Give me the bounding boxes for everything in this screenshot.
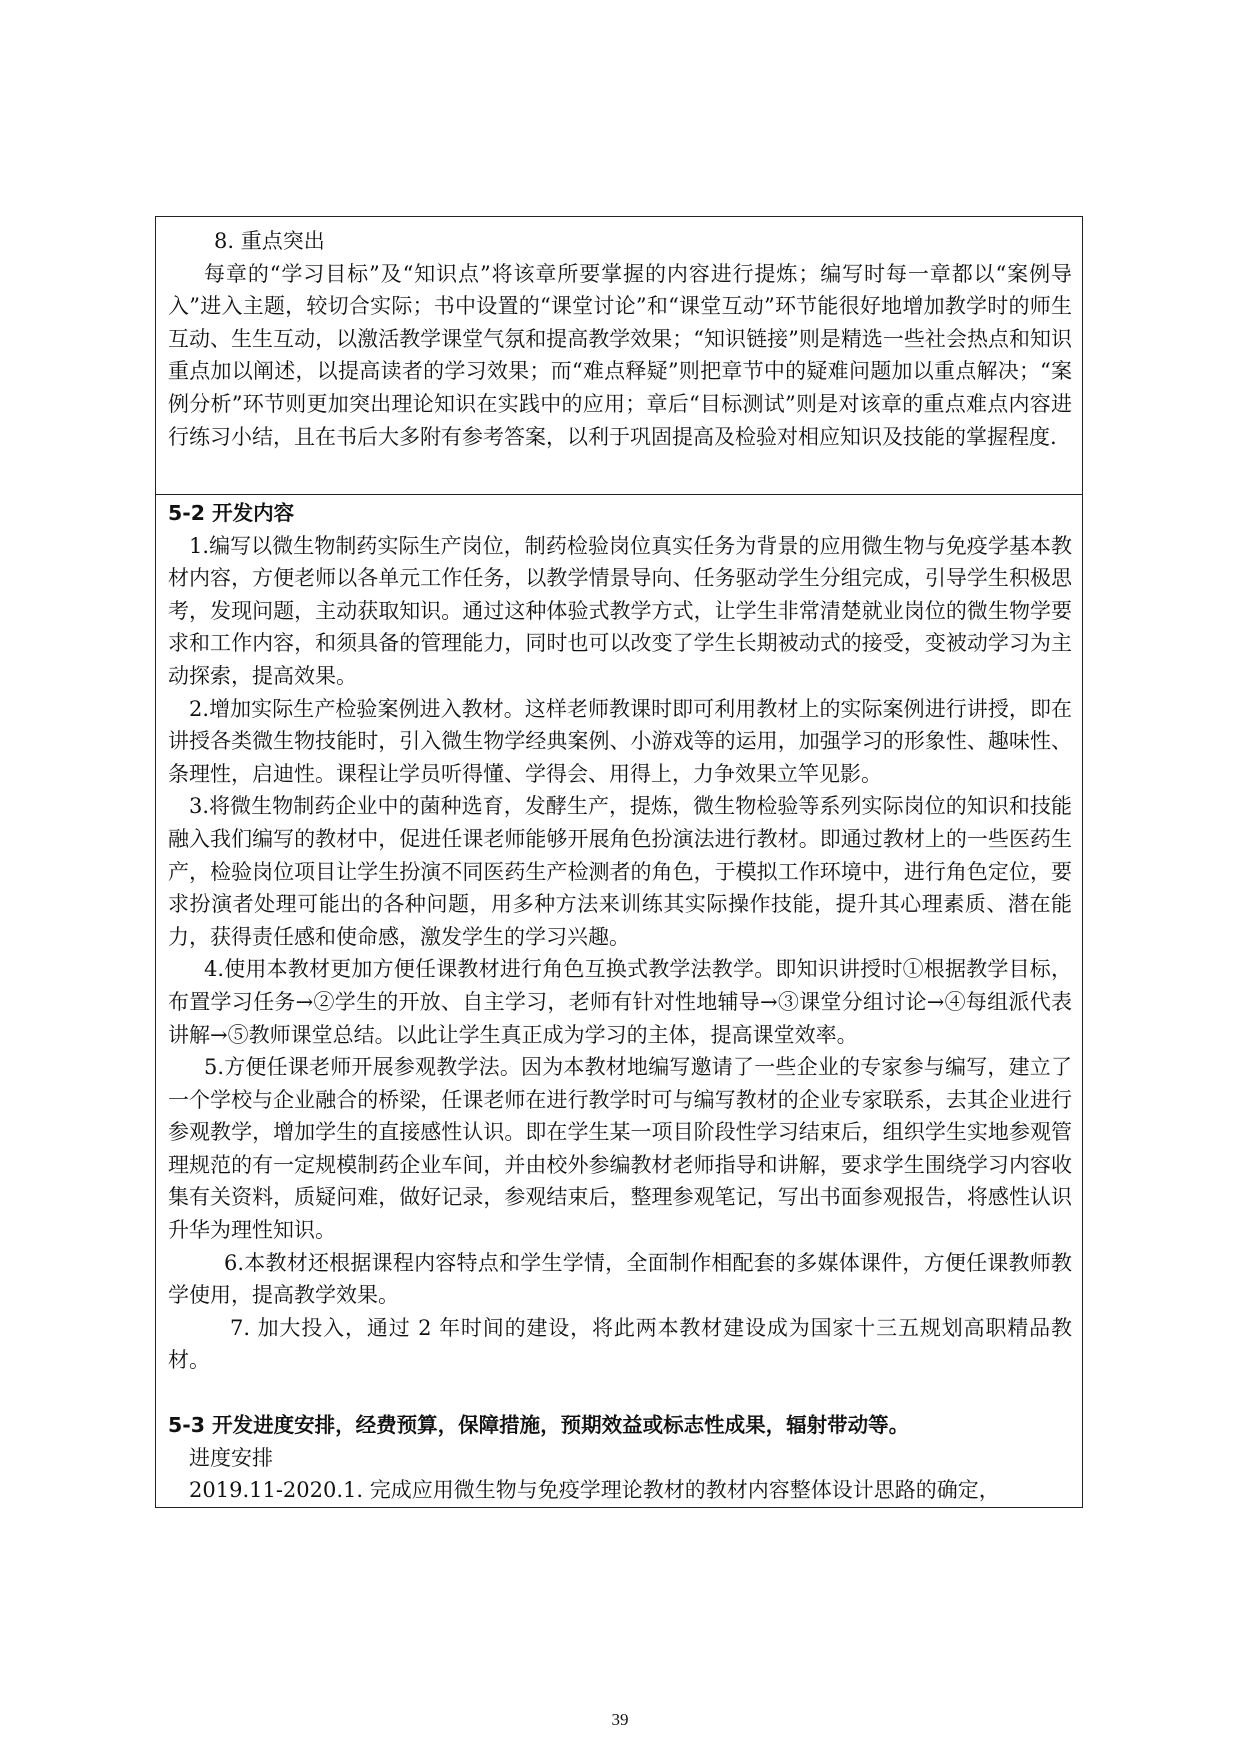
paragraph: 每章的“学习目标”及“知识点”将该章所要掌握的内容进行提炼；编写时每一章都以“案例导入”进入主题，较切合实际；书中设置的“课堂讨论”和“课堂互动”环节能很好地增加教学时的师生互动、生生互动，以激活教学课堂气氛和提高教学效果；“知识链接”则是精选一些社会热点和知识重点加以阐述，以提高读者的学习效果；而“难点释疑”则把章节中的疑难问题加以重点解决；“案例分析”环节则更加突出理论知识在实践中的应用；章后“目标测试”则是对该章的重点难点内容进行练习小结，且在书后大多附有参考答案，以利于巩固提高及检验对相应知识及技能的掌握程度. [168, 261, 1072, 449]
form-table [155, 216, 1083, 1508]
list-item: 6.本教材还根据课程内容特点和学生学情，全面制作相配套的多媒体课件，方便任课教师教学使用，提高教学效果。 [168, 1250, 1072, 1308]
section-title: 5-3 开发进度安排，经费预算，保障措施，预期效益或标志性成果，辐射带动等。 [168, 1413, 910, 1438]
list-item: 4.使用本教材更加方便任课教材进行角色互换式教学法教学。即知识讲授时①根据教学目标，布置学习任务→②学生的开放、自主学习，老师有针对性地辅导→③课堂分组讨论→④每组派代表讲解→⑤教师课堂总结。以此让学生真正成为学习的主体，提高课堂效率。 [168, 957, 1072, 1047]
list-item: 1.编写以微生物制药实际生产岗位，制药检验岗位真实任务为背景的应用微生物与免疫学基本教材内容，方便老师以各单元工作任务，以教学情景导向、任务驱动学生分组完成，引导学生积极思考，发现问题，主动获取知识。通过这种体验式教学方式，让学生非常清楚就业岗位的微生物学要求和工作内容，和须具备的管理能力，同时也可以改变了学生长期被动式的接受，变被动学习为主动探索，提高效果。 [168, 533, 1072, 688]
list-item: 3.将微生物制药企业中的菌种选育，发酵生产，提炼，微生物检验等系列实际岗位的知识和技能融入我们编写的教材中，促进任课老师能够开展角色扮演法进行教材。即通过教材上的一些医药生产，检验岗位项目让学生扮演不同医药生产检测者的角色，于模拟工作环境中，进行角色定位，要求扮演者处理可能出的各种问题，用多种方法来训练其实际操作技能，提升其心理素质、潜在能力，获得责任感和使命感，激发学生的学习兴趣。 [168, 794, 1072, 949]
list-item: 2.增加实际生产检验案例进入教材。这样老师教课时即可利用教材上的实际案例进行讲授，即在讲授各类微生物技能时，引入微生物学经典案例、小游戏等的运用，加强学习的形象性、趣味性、条理性，启迪性。课程让学员听得懂、学得会、用得上，力争效果立竿见影。 [168, 696, 1072, 786]
page-number: 39 [611, 1710, 629, 1729]
section-title: 5-2 开发内容 [168, 501, 295, 525]
subheading: 进度安排 [189, 1445, 273, 1470]
table-cell-development [156, 495, 1082, 1507]
section-heading: 8. 重点突出 [214, 229, 325, 253]
table-cell-highlights [156, 217, 1082, 495]
schedule-line: 2019.11-2020.1. 完成应用微生物与免疫学理论教材的教材内容整体设计思路的确定， [189, 1478, 1000, 1503]
list-item: 7. 加大投入，通过 2 年时间的建设，将此两本教材建设成为国家十三五规划高职精品教材。 [168, 1315, 1072, 1373]
list-item: 5.方便任课老师开展参观教学法。因为本教材地编写邀请了一些企业的专家参与编写，建立了一个学校与企业融合的桥梁，任课老师在进行教学时可与编写教材的企业专家联系，去其企业进行参观教学，增加学生的直接感性认识。即在学生某一项目阶段性学习结束后，组织学生实地参观管理规范的有一定规模制药企业车间，并由校外参编教材老师指导和讲解，要求学生围绕学习内容收集有关资料，质疑问难，做好记录，参观结束后，整理参观笔记，写出书面参观报告，将感性认识升华为理性知识。 [168, 1055, 1072, 1243]
